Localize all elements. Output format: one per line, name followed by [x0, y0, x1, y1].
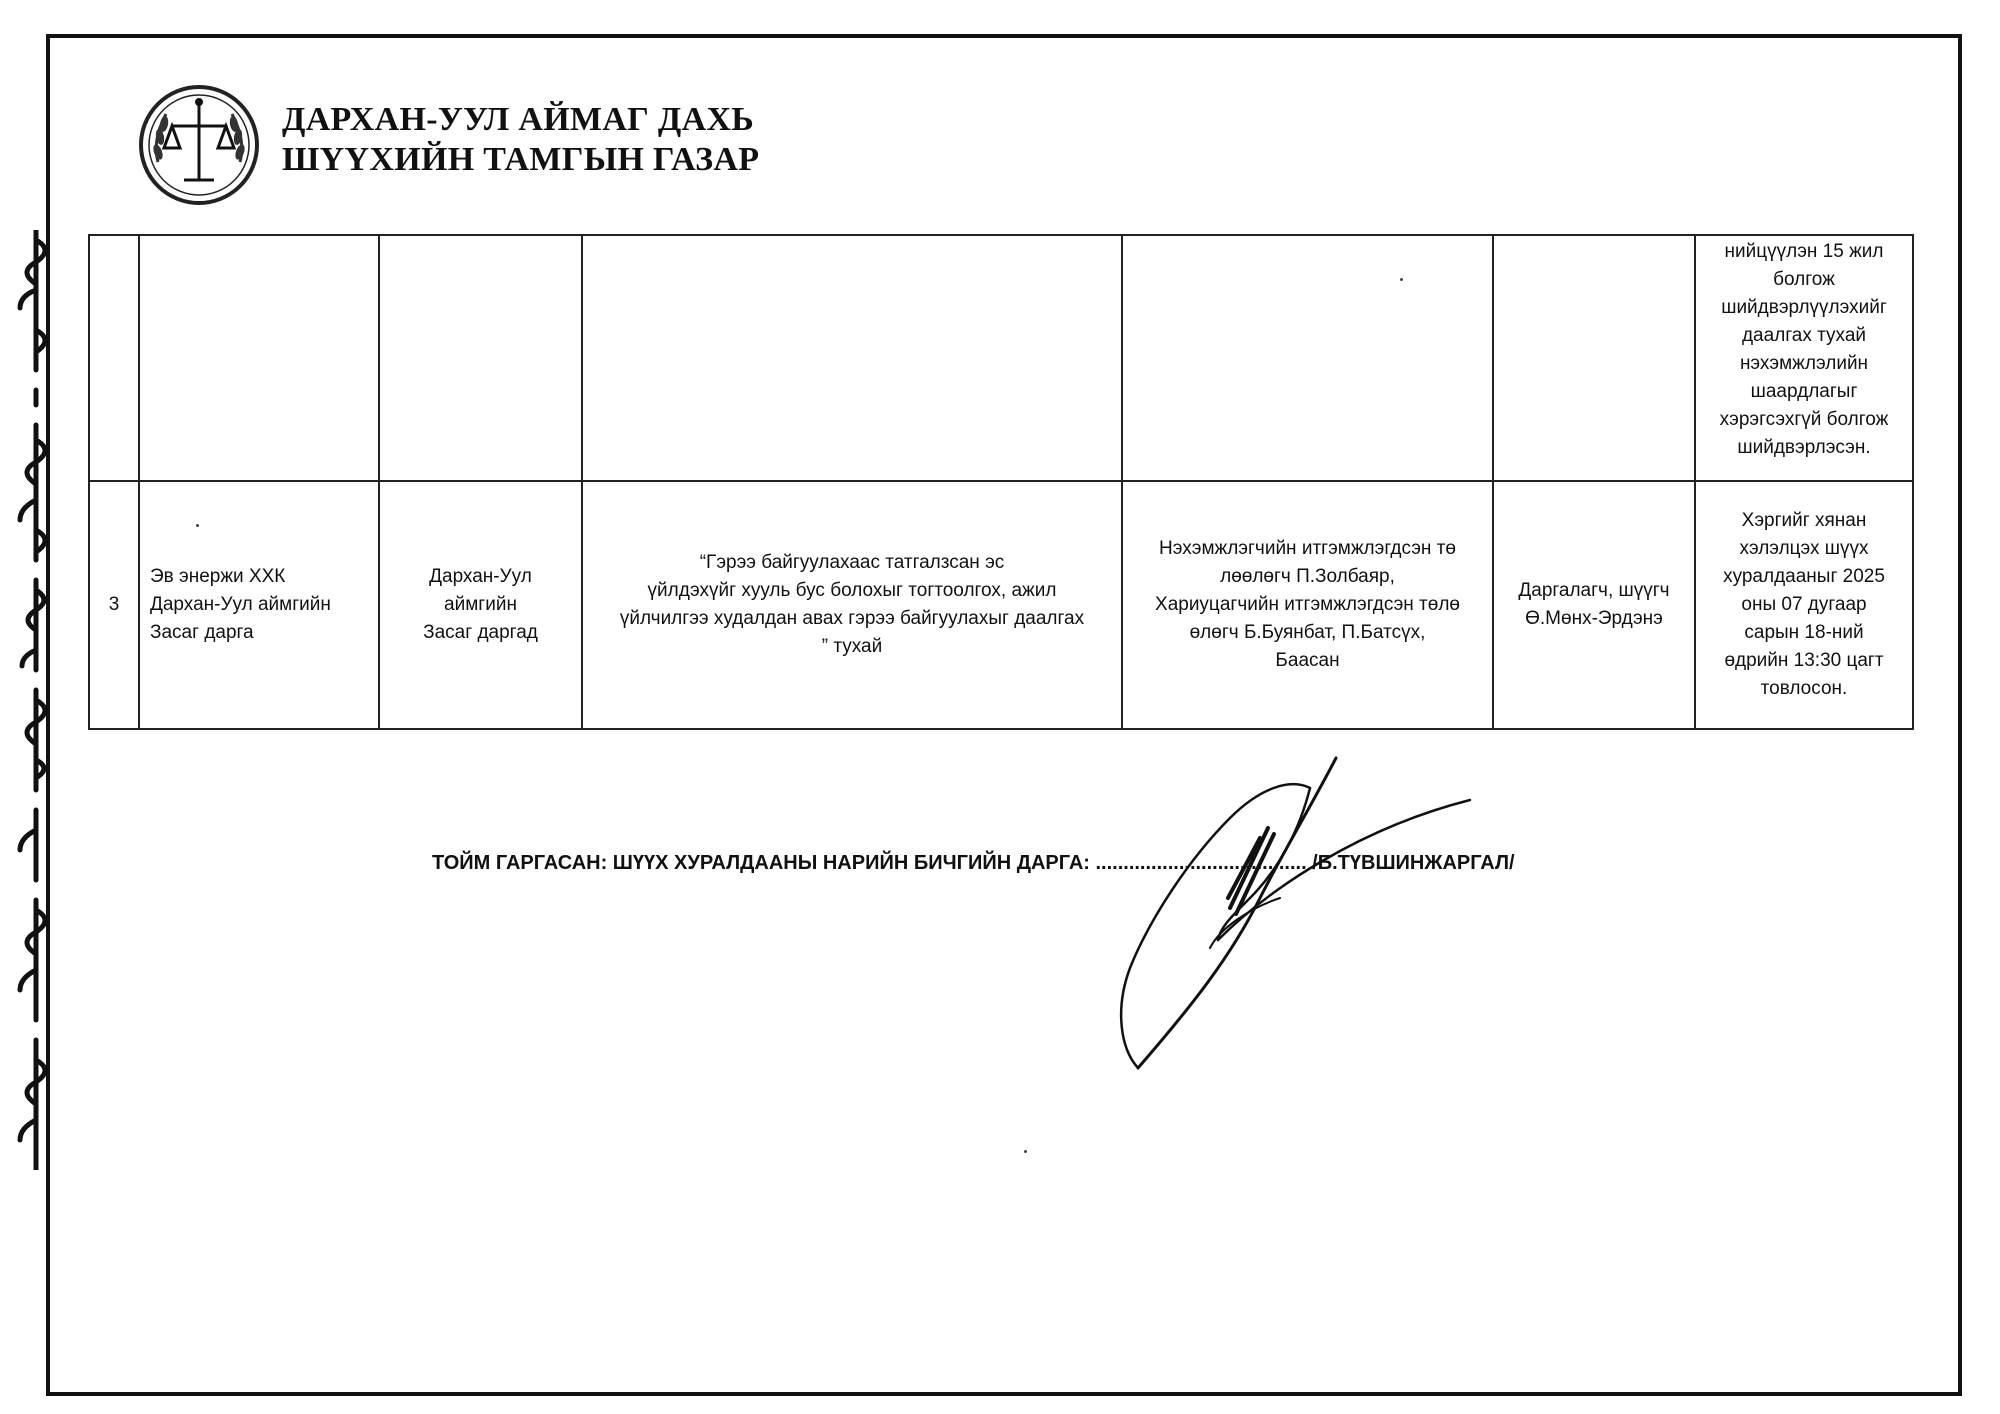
plaintiff-cell: [139, 235, 379, 481]
court-office-title: [282, 100, 759, 180]
scan-speck: [196, 524, 199, 527]
defendant-cell: [379, 235, 582, 481]
title-line-1: ДАРХАН-УУЛ АЙМАГ ДАХЬ: [282, 101, 755, 138]
number-cell: [89, 235, 139, 481]
defendant-cell: Дархан-Уул аймгийн Засаг даргад: [379, 481, 582, 729]
claim-cell: [582, 235, 1122, 481]
case-schedule-table: [88, 234, 1914, 730]
scan-speck: [1024, 1150, 1027, 1153]
number-cell: 3: [89, 481, 139, 729]
table-row: [89, 481, 1913, 729]
decision-cell: нийцүүлэн 15 жил болгож шийдвэрлүүлэхийг даалгах тухай нэхэмжлэлийн шаардлагыг хэрэгсэхгүй болгож шийдвэрлэсэн.: [1695, 235, 1913, 481]
representatives-cell: Нэхэмжлэгчийн итгэмжлэгдсэн тө лөөлөгч П.Золбаяр, Хариуцагчийн итгэмжлэгдсэн төлө өлөгч Б.Буянбат, П.Батсүх, Баасан: [1122, 481, 1493, 729]
vertical-script-margin: [6, 230, 70, 1170]
judge-cell: Даргалагч, шүүгч Ө.Мөнх-Эрдэнэ: [1493, 481, 1695, 729]
scan-speck: [1400, 278, 1403, 281]
decision-cell: Хэргийг хянан хэлэлцэх шүүх хуралдааныг 2025 оны 07 дугаар сарын 18-ний өдрийн 13:30 цагт товлосон.: [1695, 481, 1913, 729]
signature-icon: [1110, 748, 1490, 1078]
representatives-cell: [1122, 235, 1493, 481]
court-emblem-icon: [136, 82, 262, 208]
judge-cell: [1493, 235, 1695, 481]
compiled-by-line: ТОЙМ ГАРГАСАН: ШҮҮХ ХУРАЛДААНЫ НАРИЙН БИЧГИЙН ДАРГА: ...................................... /Б.ТҮВШИНЖАРГАЛ/: [432, 852, 1515, 874]
title-line-2: ШҮҮХИЙН ТАМГЫН ГАЗАР: [282, 141, 760, 178]
claim-cell: “Гэрээ байгуулахаас татгалзсан эс үйлдэхүйг хууль бус болохыг тогтоолгох, ажил үйлчилгээ худалдан авах гэрээ байгуулахыг даалгах ” тухай: [582, 481, 1122, 729]
plaintiff-cell: Эв энержи ХХК Дархан-Уул аймгийн Засаг дарга: [139, 481, 379, 729]
table-row: [89, 235, 1913, 481]
